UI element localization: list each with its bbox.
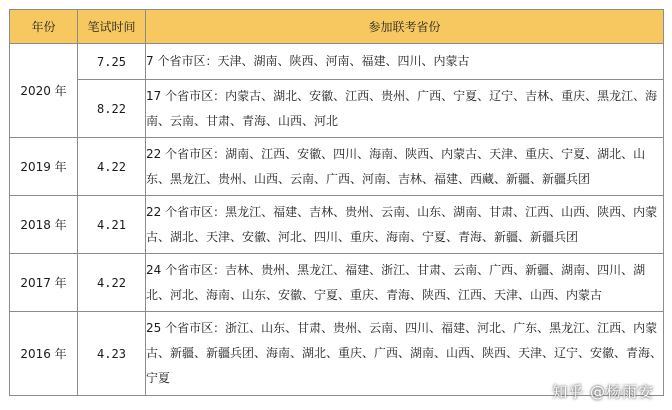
year-cell: 2019 年	[10, 138, 78, 196]
provinces-cell: 17 个省市区：内蒙古、湖北、安徽、江西、贵州、广西、宁夏、辽宁、吉林、重庆、黑龙江、海南、云南、甘肃、青海、山西、河北	[146, 80, 664, 138]
date-cell: 4.21	[78, 196, 146, 254]
table-row	[10, 80, 664, 138]
table-row	[10, 138, 664, 196]
date-cell: 4.23	[78, 312, 146, 396]
year-cell: 2018 年	[10, 196, 78, 254]
exam-table-container	[9, 9, 663, 396]
header-exam-date: 笔试时间	[78, 10, 146, 44]
date-cell: 7.25	[78, 44, 146, 80]
table-row	[10, 254, 664, 312]
provinces-cell: 22 个省市区：黑龙江、福建、吉林、贵州、云南、山东、湖南、甘肃、江西、山西、陕西、内蒙古、湖北、天津、安徽、河北、四川、重庆、海南、宁夏、青海、新疆、新疆兵团	[146, 196, 664, 254]
date-cell: 8.22	[78, 80, 146, 138]
year-cell: 2017 年	[10, 254, 78, 312]
table-row	[10, 196, 664, 254]
year-cell: 2020 年	[10, 44, 78, 138]
zhihu-watermark: 知乎 @杨雨安	[552, 383, 654, 401]
provinces-cell: 24 个省市区：吉林、贵州、黑龙江、福建、浙江、甘肃、云南、广西、新疆、湖南、四川、湖北、河北、海南、山东、安徽、宁夏、重庆、青海、陕西、江西、天津、山西、内蒙古	[146, 254, 664, 312]
table-row	[10, 44, 664, 80]
table-header-row	[10, 10, 664, 44]
exam-schedule-table	[9, 9, 664, 396]
provinces-cell: 25 个省市区：浙江、山东、甘肃、贵州、云南、四川、福建、河北、广东、黑龙江、江西、内蒙古、新疆、新疆兵团、海南、湖北、重庆、广西、湖南、山西、陕西、天津、辽宁、安徽、青海、宁夏	[146, 312, 664, 396]
header-provinces: 参加联考省份	[146, 10, 664, 44]
date-cell: 4.22	[78, 254, 146, 312]
year-cell: 2016 年	[10, 312, 78, 396]
date-cell: 4.22	[78, 138, 146, 196]
provinces-cell: 22 个省市区：湖南、江西、安徽、四川、海南、陕西、内蒙古、天津、重庆、宁夏、湖北、山东、黑龙江、贵州、山西、云南、广西、河南、吉林、福建、西藏、新疆、新疆兵团	[146, 138, 664, 196]
provinces-cell: 7 个省市区：天津、湖南、陕西、河南、福建、四川、内蒙古	[146, 44, 664, 80]
header-year: 年份	[10, 10, 78, 44]
